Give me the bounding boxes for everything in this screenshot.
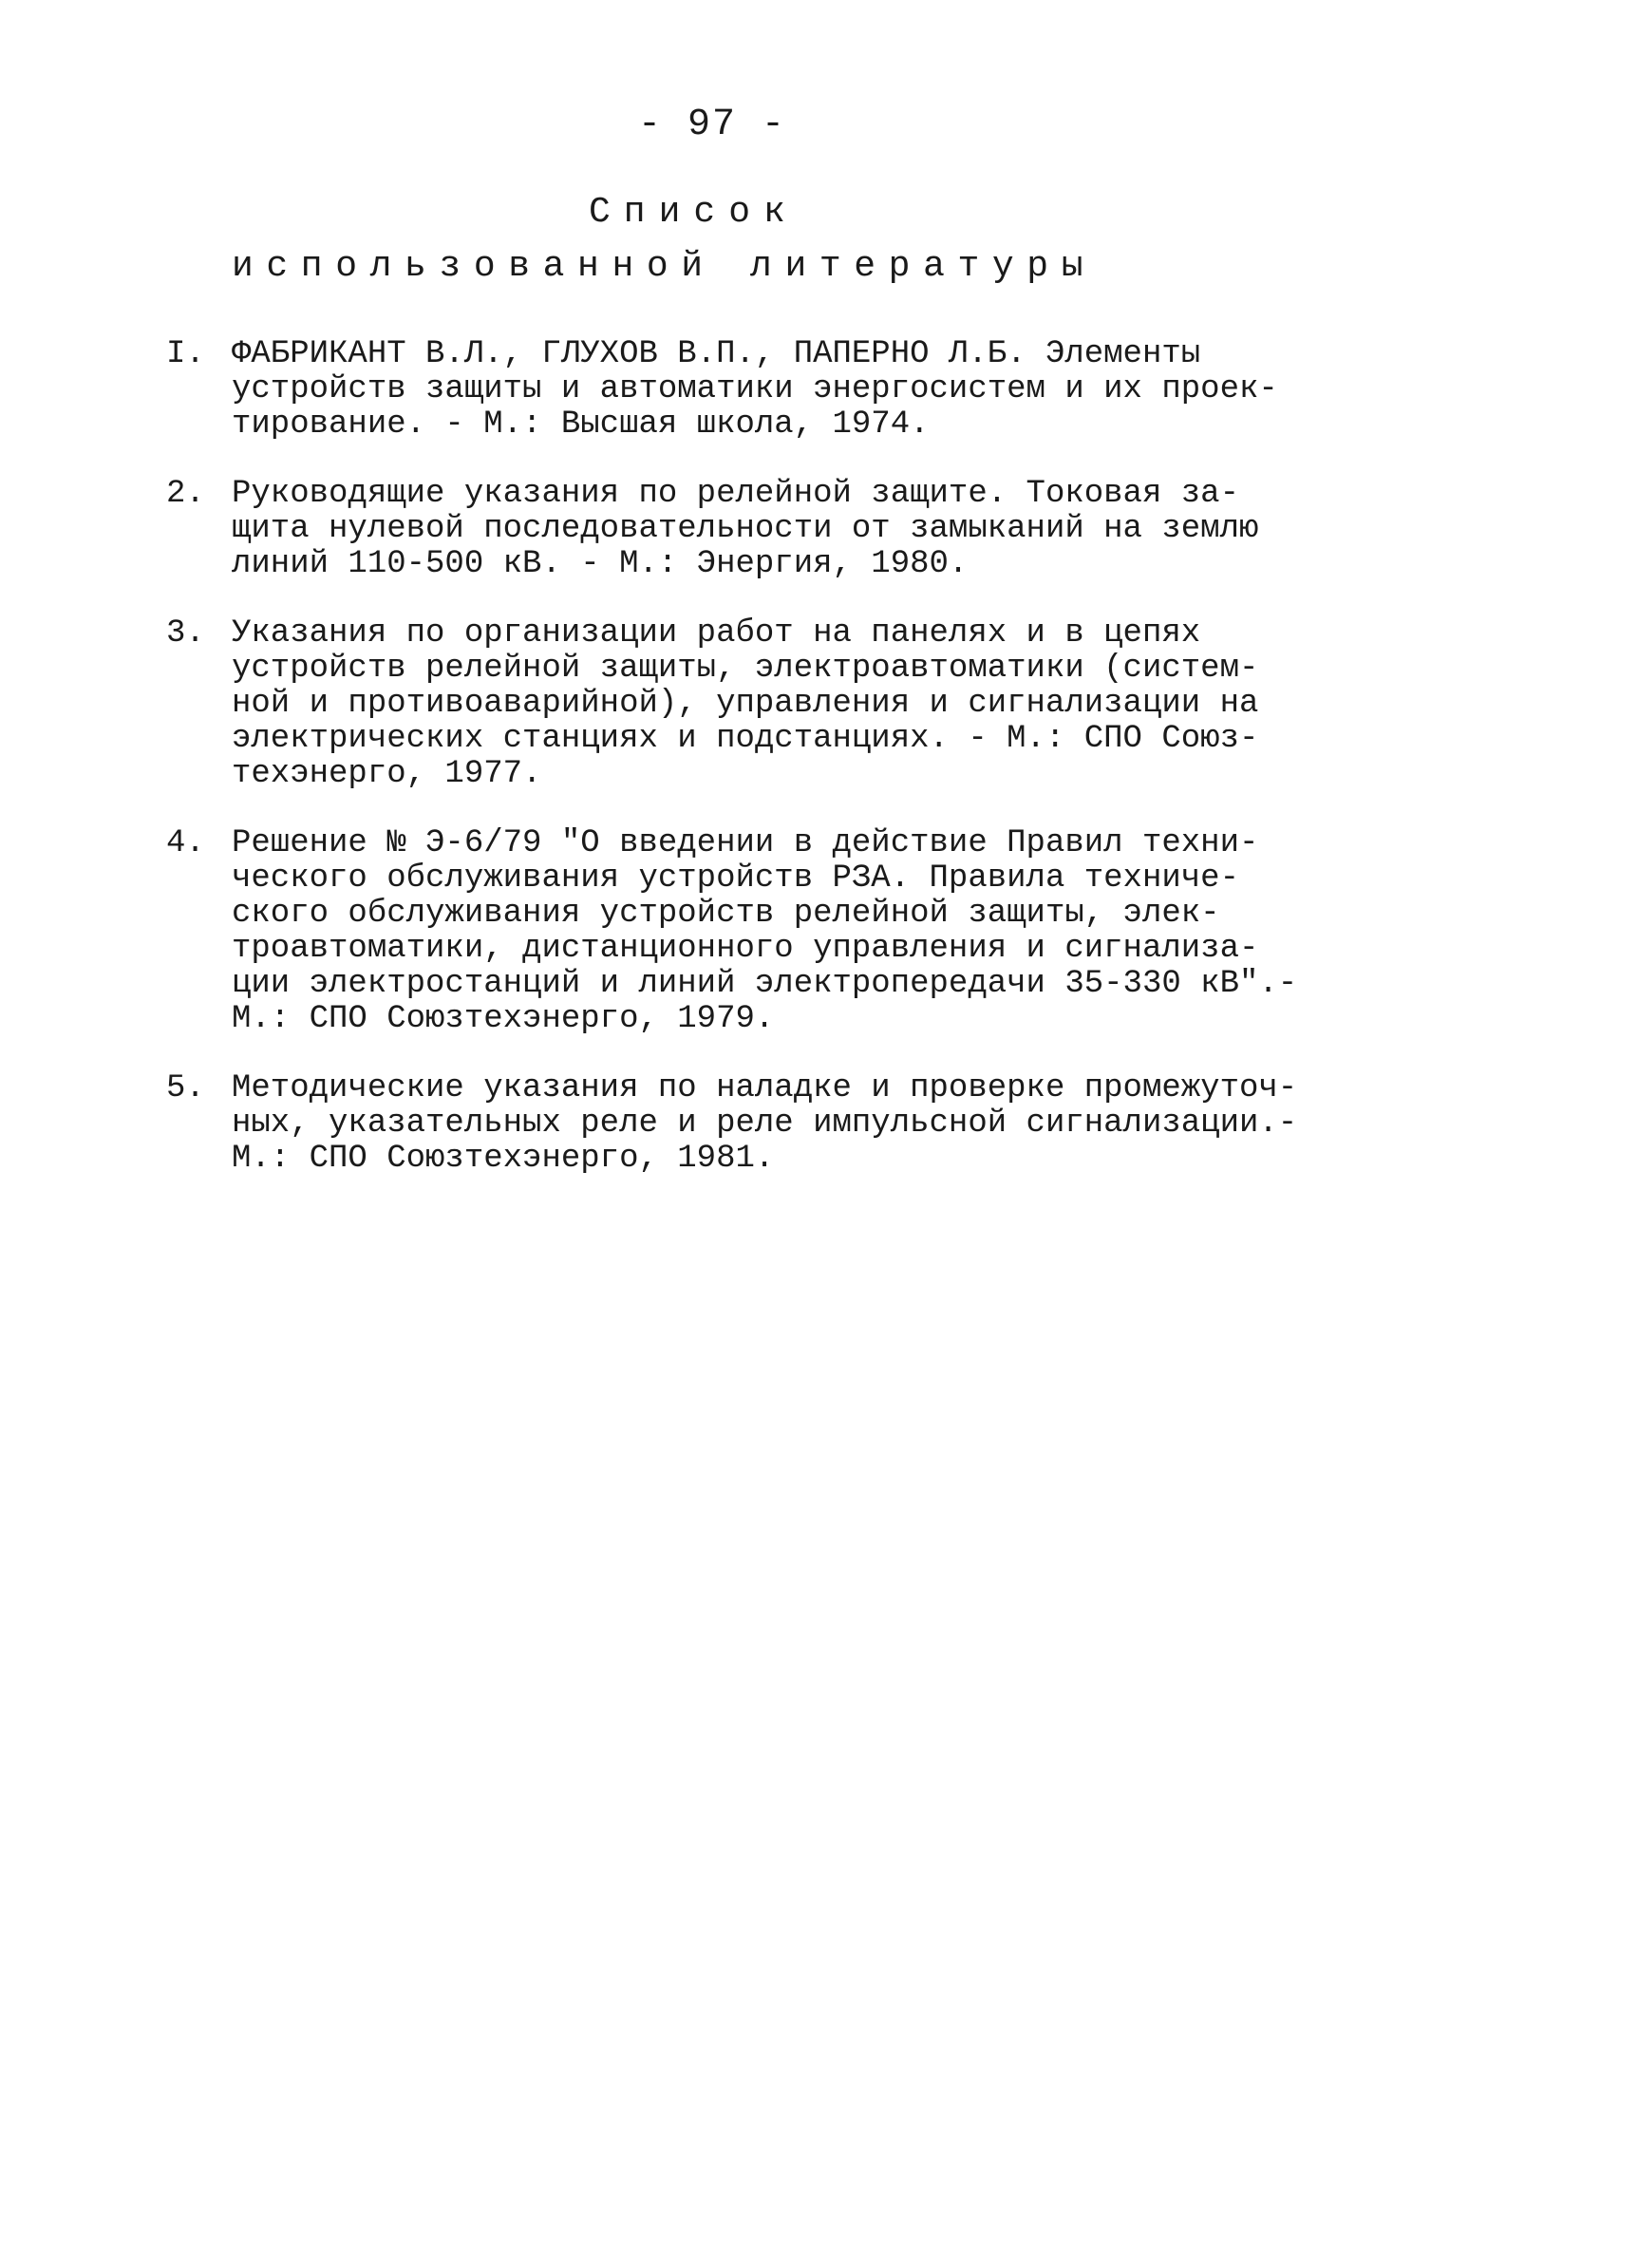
reference-text-line: щита нулевой последовательности от замыканий на землю — [232, 511, 1259, 547]
reference-text-line: Методические указания по наладке и проверке промежуточ- — [232, 1070, 1298, 1106]
reference-text-line: М.: СПО Союзтехэнерго, 1981. — [232, 1141, 775, 1177]
page-title: Список — [589, 192, 799, 233]
reference-number: 5. — [166, 1070, 205, 1106]
reference-text-line: Указания по организации работ на панелях и в цепях — [232, 615, 1201, 652]
reference-text-line: линий 110-500 кВ. - М.: Энергия, 1980. — [232, 546, 969, 582]
reference-item — [166, 616, 1287, 792]
reference-text-line: ского обслуживания устройств релейной защиты, элек- — [232, 896, 1220, 932]
reference-number: I. — [166, 336, 205, 372]
reference-text-line: троавтоматики, дистанционного управления и сигнализа- — [232, 931, 1259, 967]
reference-text-line: ных, указательных реле и реле импульсной сигнализации.- — [232, 1106, 1298, 1142]
reference-list — [166, 336, 1298, 1211]
reference-number: 2. — [166, 476, 205, 512]
reference-item — [166, 1070, 1298, 1177]
reference-item — [166, 825, 1298, 1037]
reference-text-line: ФАБРИКАНТ В.Л., ГЛУХОВ В.П., ПАПЕРНО Л.Б. Элементы — [232, 336, 1201, 372]
reference-text-line: устройств защиты и автоматики энергосистем и их проек- — [232, 371, 1278, 407]
reference-text-line: Решение № Э-6/79 "О введении в действие Правил техни- — [232, 825, 1259, 861]
reference-text-line: ной и противоаварийной), управления и сигнализации на — [232, 686, 1259, 722]
reference-text-line: М.: СПО Союзтехэнерго, 1979. — [232, 1001, 775, 1037]
reference-text-line: электрических станциях и подстанциях. - М.: СПО Союз- — [232, 721, 1259, 757]
reference-number: 3. — [166, 615, 205, 652]
reference-number: 4. — [166, 825, 205, 861]
reference-text-line: тирование. - М.: Высшая школа, 1974. — [232, 406, 930, 443]
reference-text-line: устройств релейной защиты, электроавтоматики (систем- — [232, 651, 1259, 687]
reference-text-line: ции электростанций и линий электропередачи 35-330 кВ".- — [232, 966, 1298, 1002]
page-subtitle: использованной литературы — [232, 246, 1097, 287]
reference-item — [166, 337, 1287, 443]
reference-item — [166, 477, 1287, 582]
page-number: - 97 - — [637, 104, 787, 146]
reference-text-line: ческого обслуживания устройств РЗА. Правила техниче- — [232, 860, 1239, 897]
reference-text-line: техэнерго, 1977. — [232, 756, 542, 792]
reference-text-line: Руководящие указания по релейной защите. Токовая за- — [232, 476, 1239, 512]
